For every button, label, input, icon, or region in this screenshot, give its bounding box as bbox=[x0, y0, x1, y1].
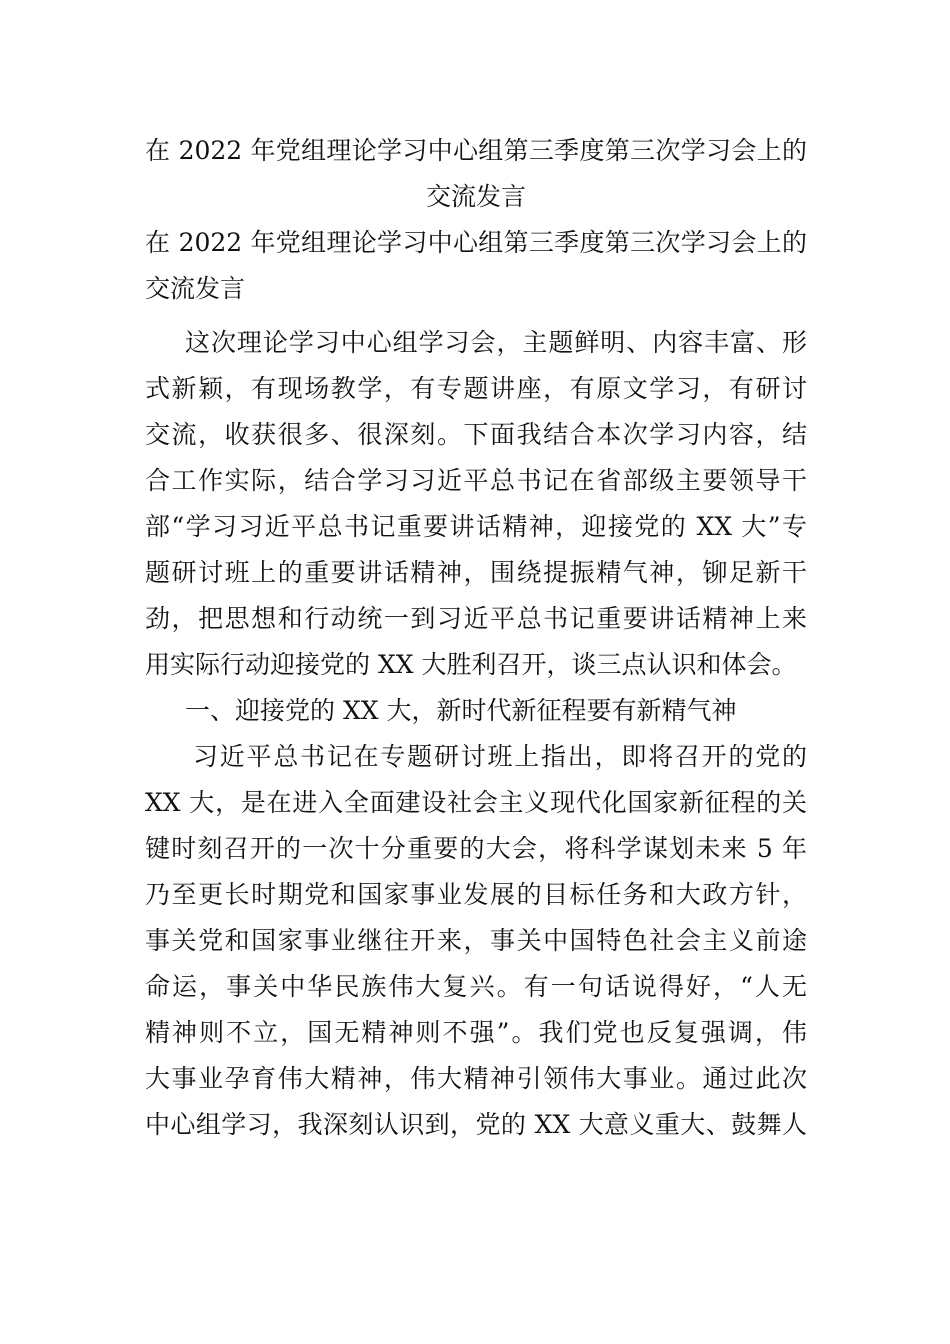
document-page bbox=[145, 128, 807, 1148]
paragraph-line: 交流，收获很多、很深刻。下面我结合本次学习内容，结 bbox=[145, 420, 807, 449]
paragraph-line: 这次理论学习中心组学习会，主题鲜明、内容丰富、形 bbox=[185, 328, 807, 357]
paragraph-line: XX 大，是在进入全面建设社会主义现代化国家新征程的关 bbox=[145, 788, 807, 817]
paragraph-line: 键时刻召开的一次十分重要的大会，将科学谋划未来 5 年 bbox=[145, 834, 807, 863]
paragraph-line: 事关党和国家事业继往开来，事关中国特色社会主义前途 bbox=[145, 926, 807, 955]
doc-title-line-1: 在 2022 年党组理论学习中心组第三季度第三次学习会上的 bbox=[145, 136, 807, 165]
paragraph-1 bbox=[145, 320, 807, 688]
paragraph-line: 合工作实际，结合学习习近平总书记在省部级主要领导干 bbox=[145, 466, 807, 495]
paragraph-line: 习近平总书记在专题研讨班上指出，即将召开的党的 bbox=[193, 742, 807, 771]
doc-title-line-2: 交流发言 bbox=[425, 182, 526, 211]
paragraph-line: 题研讨班上的重要讲话精神，围绕提振精气神，铆足新干 bbox=[145, 558, 807, 587]
paragraph-line: 劲，把思想和行动统一到习近平总书记重要讲话精神上来 bbox=[145, 604, 807, 633]
paragraph-line: 命运，事关中华民族伟大复兴。有一句话说得好，“人无 bbox=[145, 972, 807, 1001]
section-heading-1: 一、迎接党的 XX 大，新时代新征程要有新精气神 bbox=[185, 696, 737, 725]
paragraph-line: 部“学习习近平总书记重要讲话精神，迎接党的 XX 大”专 bbox=[145, 512, 807, 541]
paragraph-line: 式新颖，有现场教学，有专题讲座，有原文学习，有研讨 bbox=[145, 374, 807, 403]
paragraph-line: 中心组学习，我深刻认识到，党的 XX 大意义重大、鼓舞人 bbox=[145, 1110, 807, 1139]
doc-subtitle-line-2: 交流发言 bbox=[145, 274, 246, 303]
paragraph-line: 大事业孕育伟大精神，伟大精神引领伟大事业。通过此次 bbox=[145, 1064, 807, 1093]
paragraph-line: 精神则不立，国无精神则不强”。我们党也反复强调，伟 bbox=[145, 1018, 807, 1047]
paragraph-line: 乃至更长时期党和国家事业发展的目标任务和大政方针， bbox=[145, 880, 807, 909]
doc-subtitle-line-1: 在 2022 年党组理论学习中心组第三季度第三次学习会上的 bbox=[145, 228, 807, 257]
paragraph-2 bbox=[145, 734, 807, 1148]
paragraph-line: 用实际行动迎接党的 XX 大胜利召开，谈三点认识和体会。 bbox=[145, 650, 797, 679]
